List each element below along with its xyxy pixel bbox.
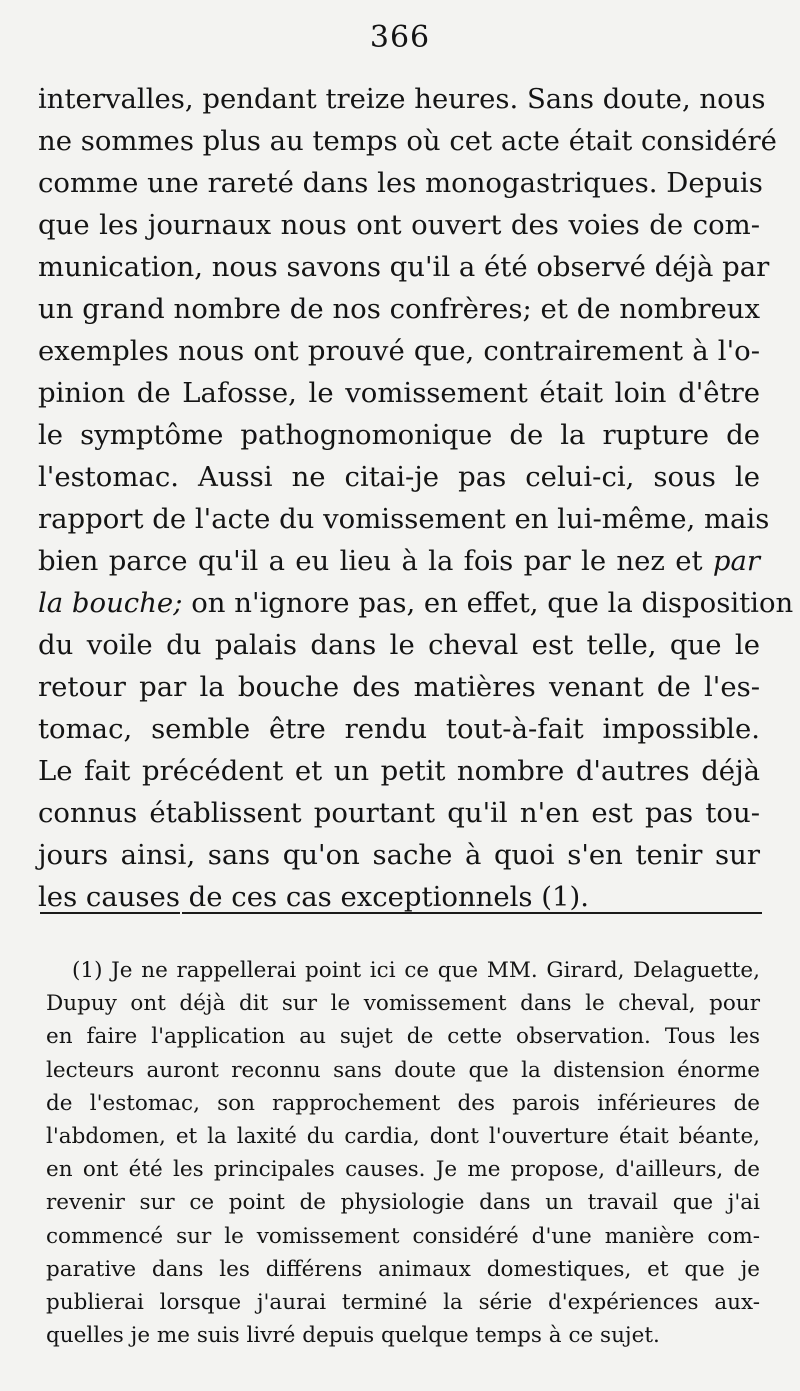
text-line: le symptôme pathognomonique de la rupture de [38, 419, 760, 451]
footnote-line: lecteurs auront reconnu sans doute que la distension énorme [46, 1057, 760, 1083]
footnote-line: commencé sur le vomissement considéré d'une manière com- [46, 1223, 760, 1249]
text-line: que les journaux nous ont ouvert des voies de com- [38, 209, 760, 241]
text-line [38, 582, 794, 624]
text-line: connus établissent pourtant qu'il n'en est pas tou- [38, 797, 760, 829]
footnote-line: revenir sur ce point de physiologie dans un travail que j'ai [46, 1190, 760, 1216]
footnote-line: parative dans les différens animaux domestiques, et que je [46, 1256, 760, 1282]
text-line: Le fait précédent et un petit nombre d'autres déjà [38, 755, 760, 787]
main-text [38, 78, 794, 918]
footnote-line: publierai lorsque j'aurai terminé la série d'expériences aux- [46, 1289, 760, 1315]
footnote-separator-short [40, 912, 180, 914]
text-segment: bien parce qu'il a eu lieu à la fois par le nez et [38, 545, 703, 577]
footnote-line: l'abdomen, et la laxité du cardia, dont l'ouverture était béante, [46, 1123, 760, 1149]
text-segment: on n'ignore pas, en effet, que la disposition [191, 587, 794, 619]
text-line: un grand nombre de nos confrères; et de nombreux [38, 293, 760, 325]
text-line [38, 540, 760, 582]
text-line: pinion de Lafosse, le vomissement était loin d'être [38, 377, 760, 409]
footnote-line: de l'estomac, son rapprochement des parois inférieures de [46, 1090, 760, 1116]
footnote-separator [182, 912, 762, 914]
footnote-line: en ont été les principales causes. Je me propose, d'ailleurs, de [46, 1157, 760, 1183]
text-line: rapport de l'acte du vomissement en lui-même, mais [38, 503, 770, 535]
text-line: comme une rareté dans les monogastriques. Depuis [38, 167, 763, 199]
text-line: les causes de ces cas exceptionnels (1). [38, 881, 589, 913]
italic-text: la bouche; [38, 587, 183, 619]
text-line: l'estomac. Aussi ne citai-je pas celui-ci, sous le [38, 461, 760, 493]
footnote-line: Dupuy ont déjà dit sur le vomissement dans le cheval, pour [46, 991, 760, 1017]
text-line: intervalles, pendant treize heures. Sans doute, nous [38, 83, 766, 115]
text-line: exemples nous ont prouvé que, contrairement à l'o- [38, 335, 760, 367]
text-line: retour par la bouche des matières venant de l'es- [38, 671, 760, 703]
page-number: 366 [369, 20, 431, 55]
footnote-line: quelles je me suis livré depuis quelque temps à ce sujet. [46, 1323, 660, 1349]
text-line: tomac, semble être rendu tout-à-fait impossible. [38, 713, 760, 745]
footnote [46, 954, 760, 1352]
footnote-line: (1) Je ne rappellerai point ici ce que MM. Girard, Delaguette, [72, 958, 760, 983]
italic-text: par [712, 545, 760, 577]
text-line: munication, nous savons qu'il a été observé déjà par [38, 251, 770, 283]
text-line: jours ainsi, sans qu'on sache à quoi s'en tenir sur [38, 839, 760, 871]
text-line: du voile du palais dans le cheval est telle, que le [38, 629, 760, 661]
text-line: ne sommes plus au temps où cet acte était considéré [38, 125, 777, 157]
footnote-line: en faire l'application au sujet de cette observation. Tous les [46, 1024, 760, 1050]
